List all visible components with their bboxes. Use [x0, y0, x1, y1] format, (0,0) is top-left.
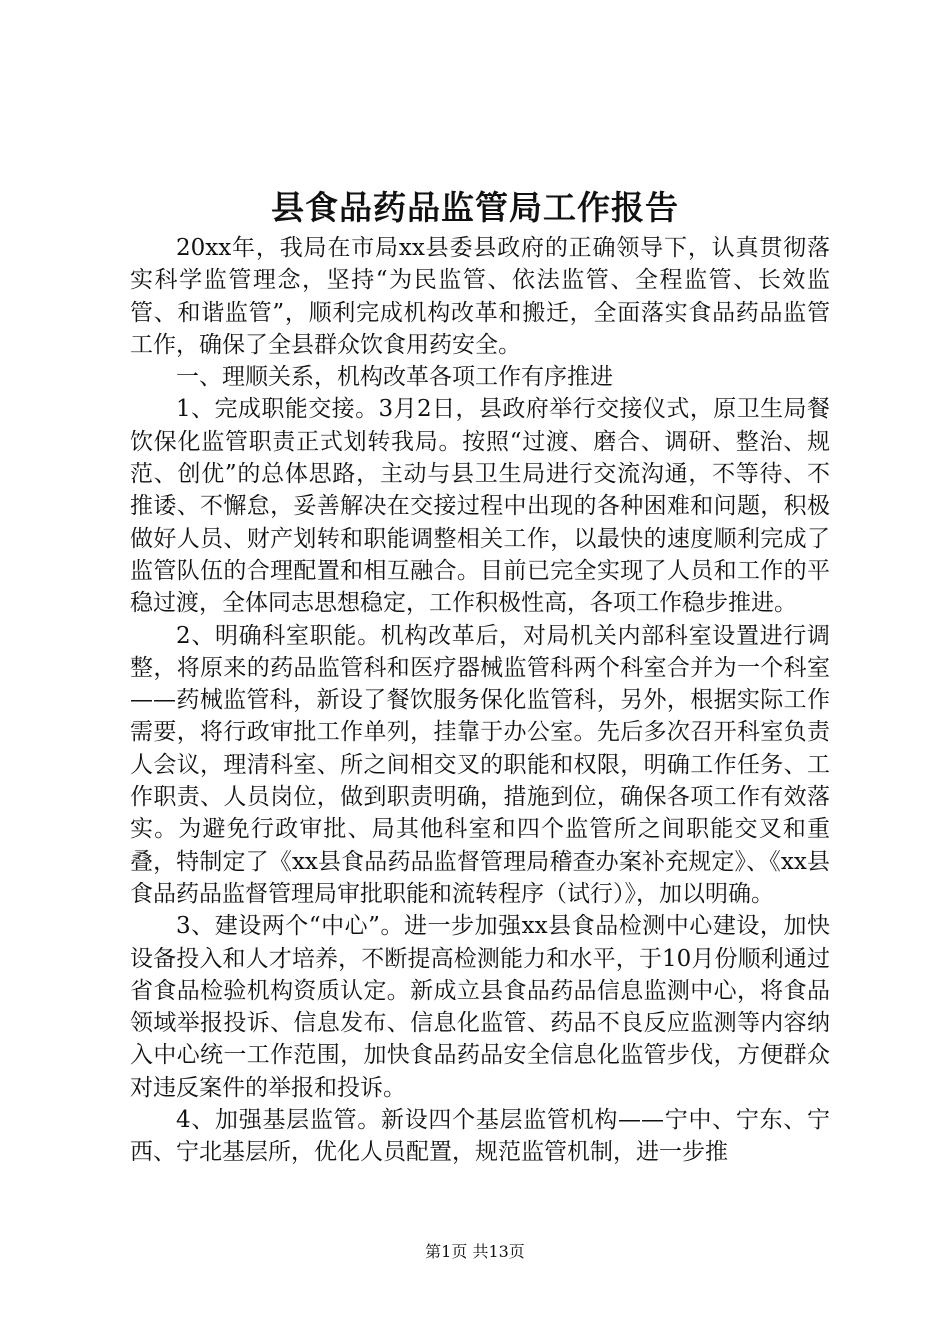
- paragraph-intro: 20xx年，我局在市局xx县委县政府的正确领导下，认真贯彻落实科学监管理念，坚持“为民监管、依法监管、全程监管、长效监管、和谐监管”，顺利完成机构改革和搬迁，全面落实食品药品监管工作，确保了全县群众饮食用药安全。: [130, 235, 830, 358]
- paragraph-item-1: 1、完成职能交接。3月2日，县政府举行交接仪式，原卫生局餐饮保化监管职责正式划转我局。按照“过渡、磨合、调研、整治、规范、创优”的总体思路，主动与县卫生局进行交流沟通，不等待、不推诿、不懈怠，妥善解决在交接过程中出现的各种困难和问题，积极做好人员、财产划转和职能调整相关工作，以最快的速度顺利完成了监管队伍的合理配置和相互融合。目前已完全实现了人员和工作的平稳过渡，全体同志思想稳定，工作积极性高，各项工作稳步推进。: [130, 396, 830, 617]
- section-heading-1: 一、理顺关系，机构改革各项工作有序推进: [176, 364, 613, 391]
- document-title: 县食品药品监管局工作报告: [271, 188, 679, 227]
- paragraph-item-2: 2、明确科室职能。机构改革后，对局机关内部科室设置进行调整，将原来的药品监管科和医疗器械监管科两个科室合并为一个科室——药械监管科，新设了餐饮服务保化监管科，另外，根据实际工作需要，将行政审批工作单列，挂靠于办公室。先后多次召开科室负责人会议，理清科室、所之间相交叉的职能和权限，明确工作任务、工作职责、人员岗位，做到职责明确，措施到位，确保各项工作有效落实。为避免行政审批、局其他科室和四个监管所之间职能交叉和重叠，特制定了《xx县食品药品监督管理局稽查办案补充规定》、《xx县食品药品监督管理局审批职能和流转程序（试行）》，加以明确。: [130, 622, 830, 907]
- document-body: [130, 232, 830, 1169]
- paragraph-item-4: 4、加强基层监管。新设四个基层监管机构——宁中、宁东、宁西、宁北基层所，优化人员配置，规范监管机制，进一步推: [130, 1107, 830, 1166]
- page-number-footer: 第1页 共13页: [425, 1242, 525, 1261]
- paragraph-item-3: 3、建设两个“中心”。进一步加强xx县食品检测中心建设，加快设备投入和人才培养，不断提高检测能力和水平，于10月份顺利通过省食品检验机构资质认定。新成立县食品药品信息监测中心，将食品领域举报投诉、信息发布、信息化监管、药品不良反应监测等内容纳入中心统一工作范围，加快食品药品安全信息化监管步伐，方便群众对违反案件的举报和投诉。: [130, 913, 830, 1101]
